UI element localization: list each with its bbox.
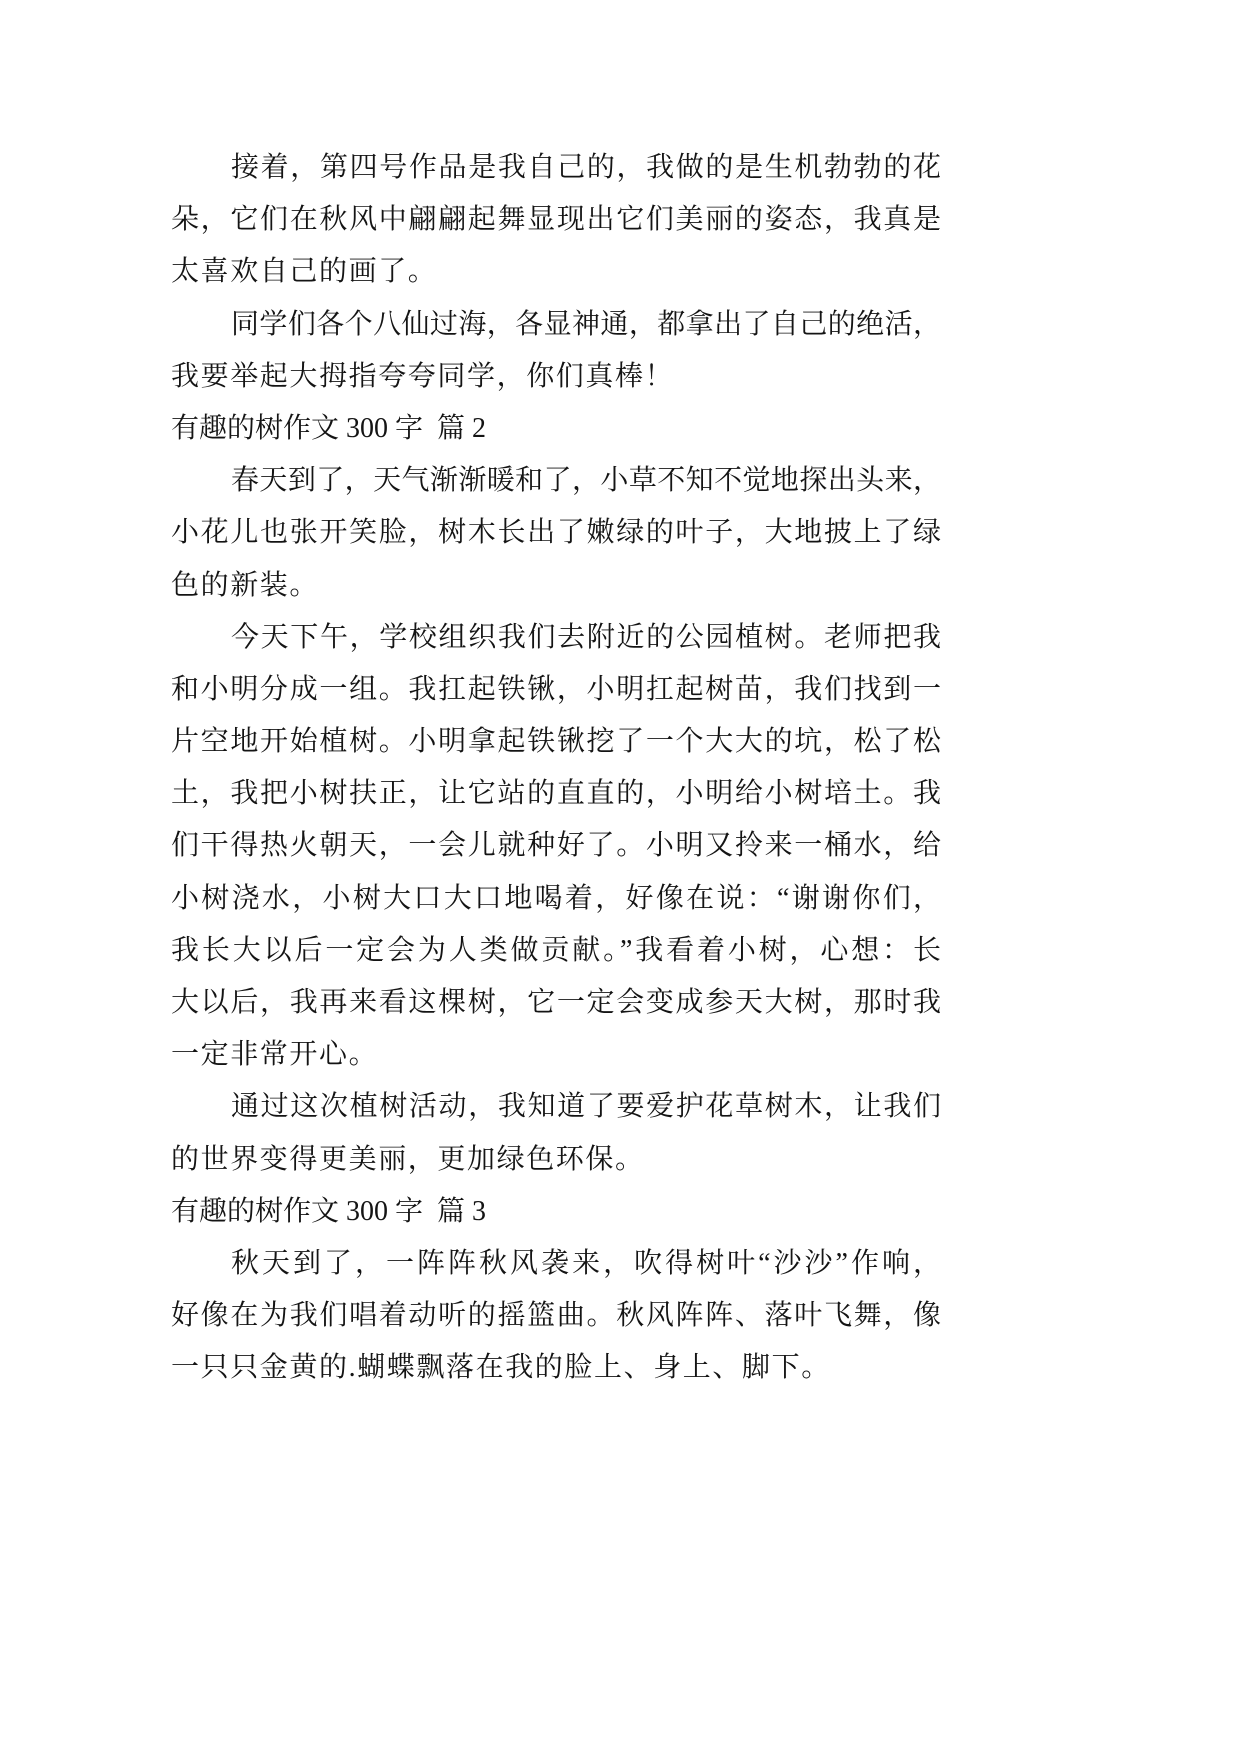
text-line: 片空地开始植树。小明拿起铁锹挖了一个大大的坑，松了松 <box>171 726 941 758</box>
text-line: 好像在为我们唱着动听的摇篮曲。秋风阵阵、落叶飞舞，像 <box>171 1300 941 1332</box>
paragraph <box>171 1081 941 1185</box>
text-line: 土，我把小树扶正，让它站的直直的，小明给小树培土。我 <box>171 778 941 810</box>
text-line: 太喜欢自己的画了。 <box>171 256 438 288</box>
text-line: 小花儿也张开笑脸，树木长出了嫩绿的叶子，大地披上了绿 <box>171 517 941 549</box>
section-heading: 有趣的树作文 300 字 篇 2 <box>171 412 487 444</box>
section-heading: 有趣的树作文 300 字 篇 3 <box>171 1195 487 1227</box>
text-line: 大以后，我再来看这棵树，它一定会变成参天大树，那时我 <box>171 987 941 1018</box>
text-line: 通过这次植树活动，我知道了要爱护花草树木，让我们 <box>231 1091 941 1123</box>
paragraph <box>171 612 941 1082</box>
paragraph <box>171 1238 941 1395</box>
text-line: 和小明分成一组。我扛起铁锹，小明扛起树苗，我们找到一 <box>171 673 941 705</box>
text-line: 我要举起大拇指夸夸同学，你们真棒！ <box>171 360 675 392</box>
text-line: 接着，第四号作品是我自己的，我做的是生机勃勃的花 <box>231 152 941 183</box>
paragraph <box>171 299 941 403</box>
text-line: 秋天到了，一阵阵秋风袭来，吹得树叶“沙沙”作响， <box>231 1247 941 1279</box>
text-line: 们干得热火朝天，一会儿就种好了。小明又拎来一桶水，给 <box>171 830 941 862</box>
text-line: 春天到了，天气渐渐暖和了，小草不知不觉地探出头来， <box>231 465 941 497</box>
text-line: 一只只金黄的.蝴蝶飘落在我的脸上、身上、脚下。 <box>171 1352 831 1384</box>
text-line: 的世界变得更美丽，更加绿色环保。 <box>171 1143 645 1175</box>
document-body <box>171 142 941 1395</box>
text-line: 一定非常开心。 <box>171 1039 379 1071</box>
text-line: 色的新装。 <box>171 569 320 601</box>
text-line: 今天下午，学校组织我们去附近的公园植树。老师把我 <box>231 621 941 653</box>
paragraph <box>171 142 941 299</box>
text-line: 朵，它们在秋风中翩翩起舞显现出它们美丽的姿态，我真是 <box>171 204 941 236</box>
paragraph <box>171 455 941 612</box>
text-line: 同学们各个八仙过海，各显神通，都拿出了自己的绝活， <box>231 308 941 340</box>
text-line: 我长大以后一定会为人类做贡献。”我看着小树，心想：长 <box>171 934 941 966</box>
text-line: 小树浇水，小树大口大口地喝着，好像在说：“谢谢你们， <box>171 882 941 914</box>
